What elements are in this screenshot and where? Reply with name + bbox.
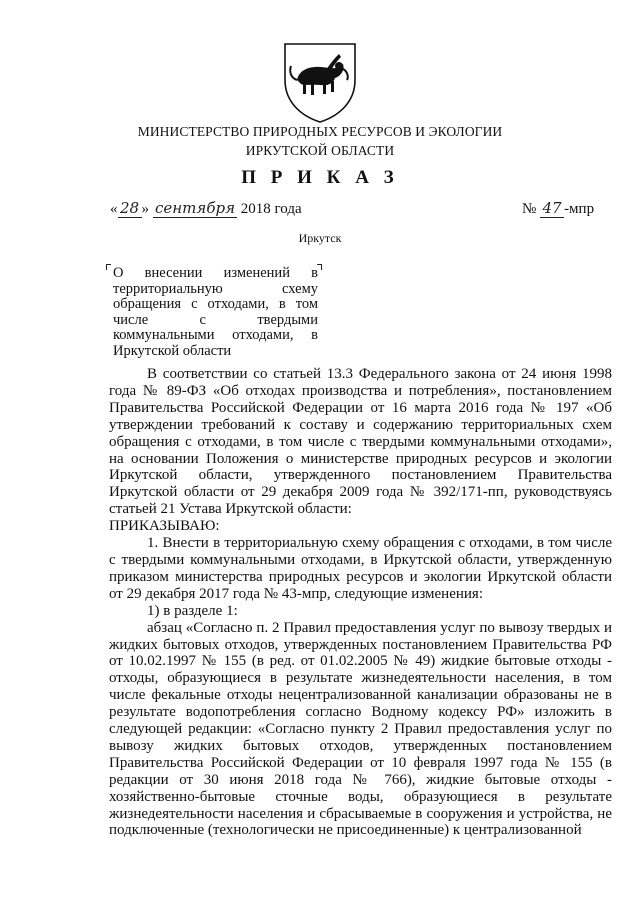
order-word: ПРИКАЗЫВАЮ: <box>109 518 220 535</box>
subitem-1-paragraph: 1) в разделе 1: <box>147 602 238 619</box>
ministry-name-line-1: МИНИСТЕРСТВО ПРИРОДНЫХ РЕСУРСОВ И ЭКОЛОГИИ <box>137 124 503 139</box>
document-type-title: П Р И К А З <box>241 167 399 188</box>
date-open-quote: « <box>110 201 118 217</box>
item-1-paragraph: 1. Внести в территориальную схему обращения с отходами, в том числе с твердыми коммунальными отходами, в Иркутской области, утвержденную приказом министерства природных ресурсов и экологии Иркутской области от 29 декабря 2017 года № 43-мпр, следующие изменения: <box>109 535 612 602</box>
preamble-paragraph: В соответствии со статьей 13.3 Федерального закона от 24 июня 1998 года № 89-ФЗ «Об отходах производства и потребления», постановлением Правительства Российской Федерации от 16 марта 2016 года № 197 «Об утверждении требований к составу и содержанию территориальных схем обращения с отходами, в том числе с твердыми коммунальными отходами», на основании Положения о министерстве природных ресурсов и экологии Иркутской области, утвержденного постановлением Правительства Иркутской области от 29 декабря 2009 года № 392/171-пп, руководствуясь статьей 21 Устава Иркутской области: <box>109 366 612 518</box>
issue-city: Иркутск <box>298 231 342 245</box>
order-date <box>110 199 302 218</box>
order-body <box>109 366 612 839</box>
ministry-name-line-2: ИРКУТСКОЙ ОБЛАСТИ <box>245 143 395 158</box>
subject-line: обращения с отходами, в том <box>113 296 318 312</box>
order-subject <box>113 266 318 359</box>
subject-corner-mark-left <box>106 264 111 270</box>
number-value: 47 <box>540 199 564 218</box>
amendment-paragraph: абзац «Согласно п. 2 Правил предоставления услуг по вывозу твердых и жидких бытовых отходов, утвержденных постановлением Правительства РФ от 10.02.1997 № 155 (в ред. от 01.02.2005 № 49) жидкие бытовые отходы - отходы, образующиеся в результате жизнедеятельности населения, в том числе фекальные отходы нецентрализованной канализации образованы не в результате водопотребления согласно Водному кодексу РФ» изложить в следующей редакции: «Согласно пункту 2 Правил предоставления услуг по вывозу жидких бытовых отходов, утвержденных постановлением Правительства Российской Федерации от 10 февраля 1997 года № 155 (в редакции от 30 июня 2018 года № 766), жидкие бытовые отходы - хозяйственно-бытовые сточные воды, образующиеся в результате жизнедеятельности населения и сбрасываемые в сооружения и устройства, не подключенные (технологически не присоединенные) к централизованной <box>109 619 612 839</box>
number-prefix: № <box>522 201 537 217</box>
subject-line: коммунальными отходами, в <box>113 327 318 343</box>
date-day: 28 <box>118 199 142 218</box>
date-close-quote: » <box>141 201 149 217</box>
order-number <box>522 199 594 218</box>
subject-line: Иркутской области <box>113 342 232 359</box>
date-year: 2018 года <box>240 201 302 217</box>
subject-line: числе с твердыми <box>113 311 318 328</box>
irkutsk-coat-of-arms-icon <box>281 40 359 124</box>
subject-line: О внесении изменений в <box>113 265 318 281</box>
date-month: сентября <box>155 199 236 217</box>
subject-line: территориальную схему <box>113 280 318 297</box>
number-suffix: -мпр <box>564 201 595 217</box>
